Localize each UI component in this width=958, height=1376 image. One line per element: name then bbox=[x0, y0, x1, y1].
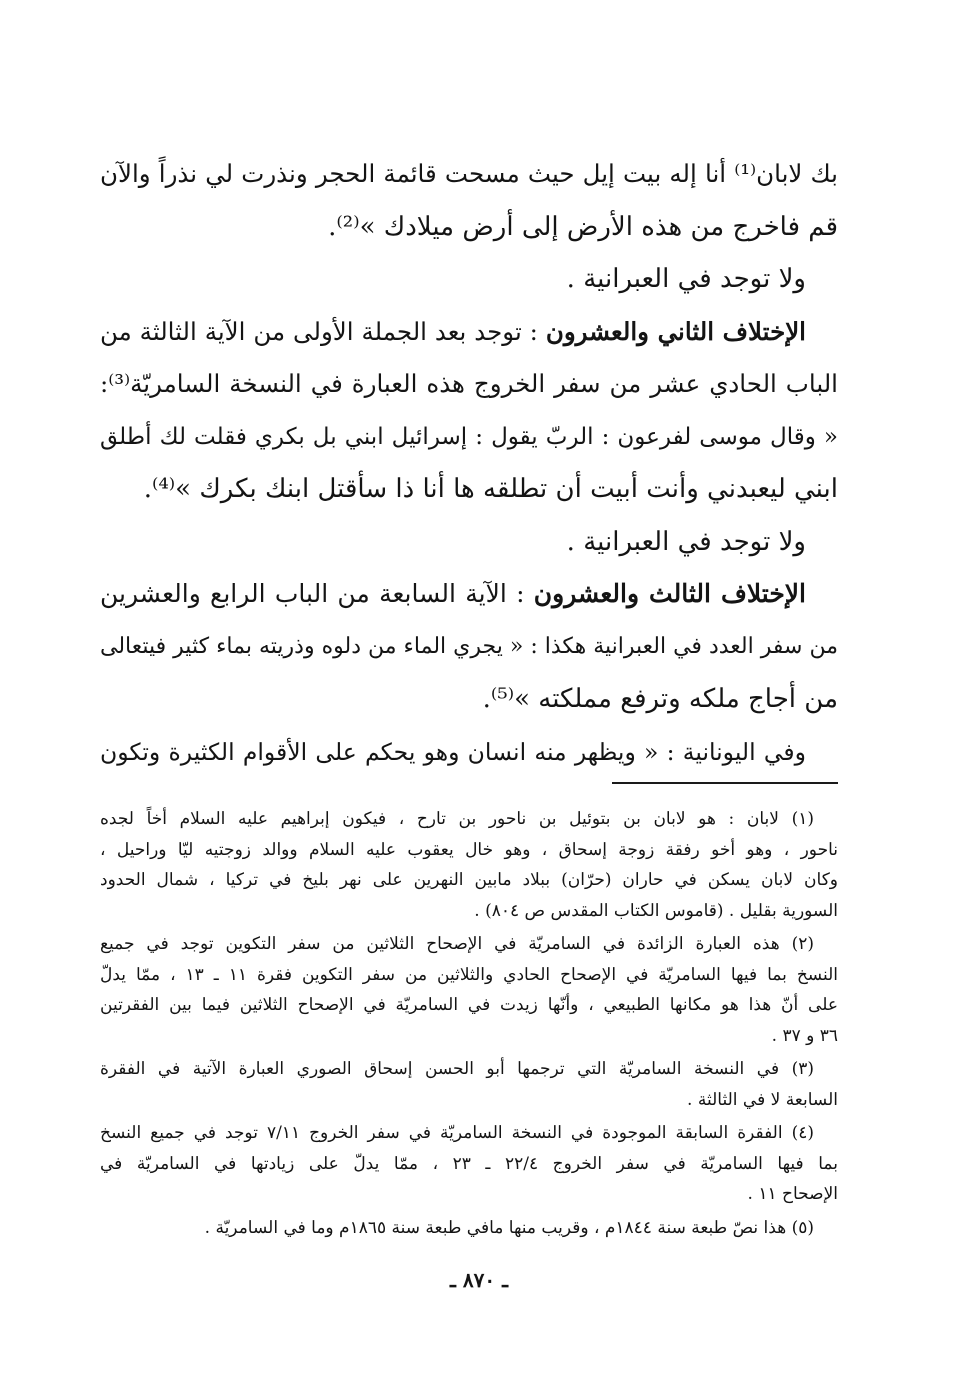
footnote-line: (٤) الفقرة السابقة الموجودة في النسخة السامريّة في سفر الخروج ٧/١١ توجد في جميع النسخ bbox=[100, 1123, 815, 1143]
text-line: من أجاج ملكه وترفع مملكته »⁽⁵⁾. bbox=[482, 684, 838, 714]
footnote-line: (١) لابان : هو لابان بن بتوئيل بن ناحور بن تارح ، فيكون إبراهيم عليه السلام أخاً لجده bbox=[100, 809, 814, 829]
text-line: ولا توجد في العبرانية . bbox=[566, 526, 806, 557]
heading-text: : توجد بعد الجملة الأولى من الآية الثالثة من bbox=[100, 316, 546, 346]
footnote-line: السابعة لا في الثالثة . bbox=[687, 1089, 838, 1110]
page-content bbox=[100, 148, 838, 1246]
footnote-separator bbox=[612, 782, 838, 784]
footnote-line: ناحور ، وهو أخو رفقة زوجة إسحاق ، وهو خال يعقوب عليه السلام ووالد زوجتيه ليّا وراحيل ، bbox=[100, 839, 838, 860]
footnotes bbox=[100, 804, 838, 1243]
text-line: ابني ليعبدني وأنت أبيت أن تطلقه ها أنا ذا سأقتل ابنك بكرك »⁽⁴⁾. bbox=[143, 474, 838, 504]
text-line: من سفر العدد في العبرانية هكذا : « يجري الماء من دلوه وذريته بماء كثير فيتعالى bbox=[100, 633, 838, 659]
page-number: ـ ٨٧٠ ـ bbox=[450, 1268, 508, 1292]
heading-title: الإختلاف الثالث والعشرون bbox=[533, 579, 806, 608]
footnote-line: (٢) هذه العبارة الزائدة في السامريّة في الإصحاح الثلاثين من سفر التكوين توجد في جميع bbox=[100, 934, 814, 954]
footnote-5 bbox=[100, 1213, 838, 1244]
text-line: ولا توجد في العبرانية . bbox=[566, 264, 806, 294]
footnote-line: (٣) في النسخة السامريّة التي ترجمها أبو الحسن إسحاق الصوري العبارة الآتية في الفقرة bbox=[100, 1059, 814, 1079]
footnote-line: الإصحاح ١١ . bbox=[747, 1184, 838, 1204]
footnote-2 bbox=[100, 929, 838, 1051]
footnote-line: النسخ بما فيها السامريّة في الإصحاح الحادي والثلاثين من سفر التكوين فقرة ١١ ـ ١٣ ، ممّا يدلّ bbox=[100, 964, 838, 985]
text-line: وفي اليونانية : « ويظهر منه انسان وهو يحكم على الأقوام الكثيرة وتكون bbox=[100, 737, 806, 766]
section-heading-22 bbox=[100, 306, 838, 359]
footnote-line: السورية بقليل . (قاموس الكتاب المقدس ص ٨٠٤) . bbox=[474, 900, 838, 921]
text-line: « وقال موسى لفرعون : الربّ يقول : إسرائيل ابني بل بكري فقلت لك أطلق bbox=[100, 423, 838, 450]
heading-title: الإختلاف الثاني والعشرون bbox=[545, 316, 806, 346]
section-heading-23 bbox=[100, 568, 838, 621]
footnote-line: (٥) هذا نصّ طبعة سنة ١٨٤٤م ، وقريب منها مافي طبعة سنة ١٨٦٥م وما في السامريّة . bbox=[204, 1217, 814, 1238]
footnote-line: ٣٦ و ٣٧ . bbox=[771, 1025, 838, 1046]
footnote-4 bbox=[100, 1118, 838, 1210]
footnote-line: وكان لابان يسكن في حاران (حرّان) ببلاد مابين النهرين على نهر بليخ في تركيا ، شمال الحدود bbox=[100, 870, 838, 890]
heading-text: : الآية السابعة من الباب الرابع والعشرين bbox=[100, 579, 534, 608]
text-line: بك لابان⁽¹⁾ أنا إله بيت إيل حيث مسحت قائمة الحجر ونذرت لي نذراً والآن bbox=[100, 159, 838, 188]
text-line: الباب الحادي عشر من سفر الخروج هذه العبارة في النسخة السامريّة⁽³⁾: bbox=[100, 369, 838, 398]
footnote-line: بما فيها السامريّة في سفر الخروج ٢٢/٤ ـ ٢٣ ، ممّا يدلّ على زيادتها في السامريّة في bbox=[100, 1153, 838, 1174]
footnote-3 bbox=[100, 1054, 838, 1115]
footnote-1 bbox=[100, 804, 838, 926]
main-text bbox=[100, 148, 838, 778]
text-line: قم فاخرج من هذه الأرض إلى أرض ميلادك »⁽²⁾. bbox=[328, 211, 838, 242]
footnote-line: على أنّ هذا هو مكانها الطبيعي ، وأنّها زيدت في السامريّة في الإصحاح الثلاثين فيما بين الفقرتين bbox=[100, 995, 838, 1015]
